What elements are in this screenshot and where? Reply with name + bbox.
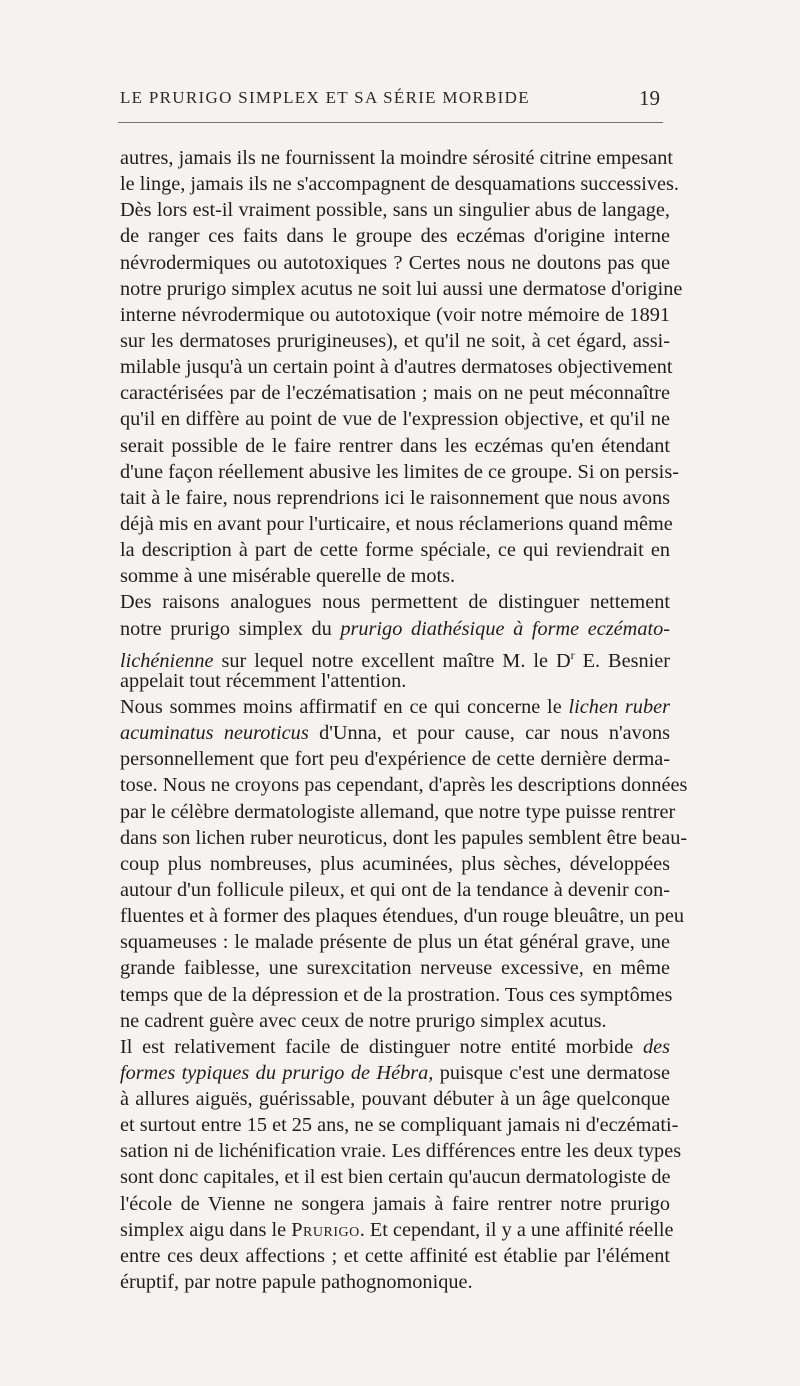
text-line: notre prurigo simplex acutus ne soit lui aussi une dermatose d'origine <box>120 277 683 300</box>
text-line: personnellement que fort peu d'expérience de cette dernière derma- <box>120 748 670 771</box>
text-line: le linge, jamais ils ne s'accompagnent de desquamations successives. <box>120 173 679 196</box>
text-line: grande faiblesse, une surexcitation nerveuse excessive, en même <box>120 957 670 980</box>
text-line: tait à le faire, nous reprendrions ici le raisonnement que nous avons <box>120 486 670 509</box>
text-line <box>120 694 670 720</box>
text-run: simplex aigu dans le <box>120 1218 287 1241</box>
text-line: squameuses : le malade présente de plus un état général grave, une <box>120 931 670 954</box>
text-run: sur lequel notre excellent maître M. le D <box>213 649 571 672</box>
running-head: LE PRURIGO SIMPLEX ET SA SÉRIE MORBIDE <box>120 88 530 107</box>
text-line: Dès lors est-il vraiment possible, sans un singulier abus de langage, <box>120 199 670 222</box>
text-line: tose. Nous ne croyons pas cependant, d'après les descriptions données <box>120 774 688 797</box>
text-line: qu'il en diffère au point de vue de l'expression objective, et qu'il ne <box>120 408 670 431</box>
text-run: E. Besnier <box>574 649 670 672</box>
text-line: névrodermiques ou autotoxiques ? Certes nous ne doutons pas que <box>120 251 670 274</box>
superscript: r <box>570 647 575 662</box>
page-number: 19 <box>639 86 660 110</box>
body-text <box>120 145 688 1295</box>
italic-term: lichen ruber <box>568 695 670 718</box>
text-line <box>120 720 670 746</box>
text-line <box>120 642 670 672</box>
italic-term: prurigo diathésique à forme eczémato- <box>340 617 670 640</box>
text-line: fluentes et à former des plaques étendues, d'un rouge bleuâtre, un peu <box>120 905 685 928</box>
text-run: notre prurigo simplex du <box>120 617 332 640</box>
text-line: déjà mis en avant pour l'urticaire, et nous réclamerions quand même <box>120 512 673 535</box>
small-caps-term: Prurigo <box>291 1218 360 1241</box>
text-line: sur les dermatoses prurigineuses), et qu'il ne soit, à cet égard, assi- <box>120 329 670 352</box>
text-line: milable jusqu'à un certain point à d'autres dermatoses objectivement <box>120 356 673 379</box>
text-run: puisque c'est une dermatose <box>433 1061 671 1084</box>
italic-term: des <box>642 1035 670 1058</box>
italic-term: lichénienne <box>120 649 214 672</box>
text-line: autres, jamais ils ne fournissent la moindre sérosité citrine empesant <box>120 147 674 169</box>
text-line: interne névrodermique ou autotoxique (voir notre mémoire de 1891 <box>120 303 670 326</box>
text-line: d'une façon réellement abusive les limites de ce groupe. Si on persis- <box>120 460 679 483</box>
text-line: serait possible de le faire rentrer dans les eczémas qu'en étendant <box>120 434 670 457</box>
text-line <box>120 1217 674 1243</box>
text-line: dans son lichen ruber neuroticus, dont les papules semblent être beau- <box>120 826 688 849</box>
italic-term: formes typiques du prurigo de Hébra, <box>120 1061 434 1084</box>
text-line: l'école de Vienne ne songera jamais à faire rentrer notre prurigo <box>120 1192 670 1215</box>
text-line: par le célèbre dermatologiste allemand, que notre type puisse rentrer <box>120 800 676 823</box>
text-line: temps que de la dépression et de la prostration. Tous ces symptômes <box>120 983 673 1006</box>
text-line: coup plus nombreuses, plus acuminées, plus sèches, développées <box>120 852 670 875</box>
text-run: . Et cependant, il y a une affinité réelle <box>359 1218 674 1241</box>
text-line: à allures aiguës, guérissable, pouvant débuter à un âge quelconque <box>120 1088 670 1111</box>
text-line: et surtout entre 15 et 25 ans, ne se compliquant jamais ni d'eczémati- <box>120 1114 679 1137</box>
text-line: de ranger ces faits dans le groupe des eczémas d'origine interne <box>120 225 670 248</box>
text-line: appelait tout récemment l'attention. <box>120 669 407 692</box>
text-line: ne cadrent guère avec ceux de notre prurigo simplex acutus. <box>120 1009 607 1032</box>
italic-term: acuminatus neuroticus <box>120 722 309 745</box>
text-line <box>120 1060 670 1086</box>
text-line <box>120 616 670 642</box>
text-run: Il est relativement facile de distinguer notre entité morbide <box>120 1035 634 1058</box>
text-line: autour d'un follicule pileux, et qui ont de la tendance à devenir con- <box>120 878 670 901</box>
text-line <box>120 1034 670 1060</box>
text-line: entre ces deux affections ; et cette affinité est établie par l'élément <box>120 1244 670 1267</box>
text-run: Nous sommes moins affirmatif en ce qui concerne le <box>120 695 562 718</box>
text-run: d'Unna, et pour cause, car nous n'avons <box>308 722 670 745</box>
text-line: Des raisons analogues nous permettent de distinguer nettement <box>120 591 670 614</box>
page-header <box>120 86 660 114</box>
text-line: la description à part de cette forme spéciale, ce qui reviendrait en <box>120 539 670 562</box>
text-line: caractérisées par de l'eczématisation ; mais on ne peut méconnaître <box>120 382 670 405</box>
header-rule <box>118 122 663 123</box>
text-line: sont donc capitales, et il est bien certain qu'aucun dermatologiste de <box>120 1166 671 1189</box>
text-line: sation ni de lichénification vraie. Les différences entre les deux types <box>120 1140 682 1163</box>
text-line: éruptif, par notre papule pathognomonique. <box>120 1271 473 1294</box>
text-line: somme à une misérable querelle de mots. <box>120 565 456 588</box>
